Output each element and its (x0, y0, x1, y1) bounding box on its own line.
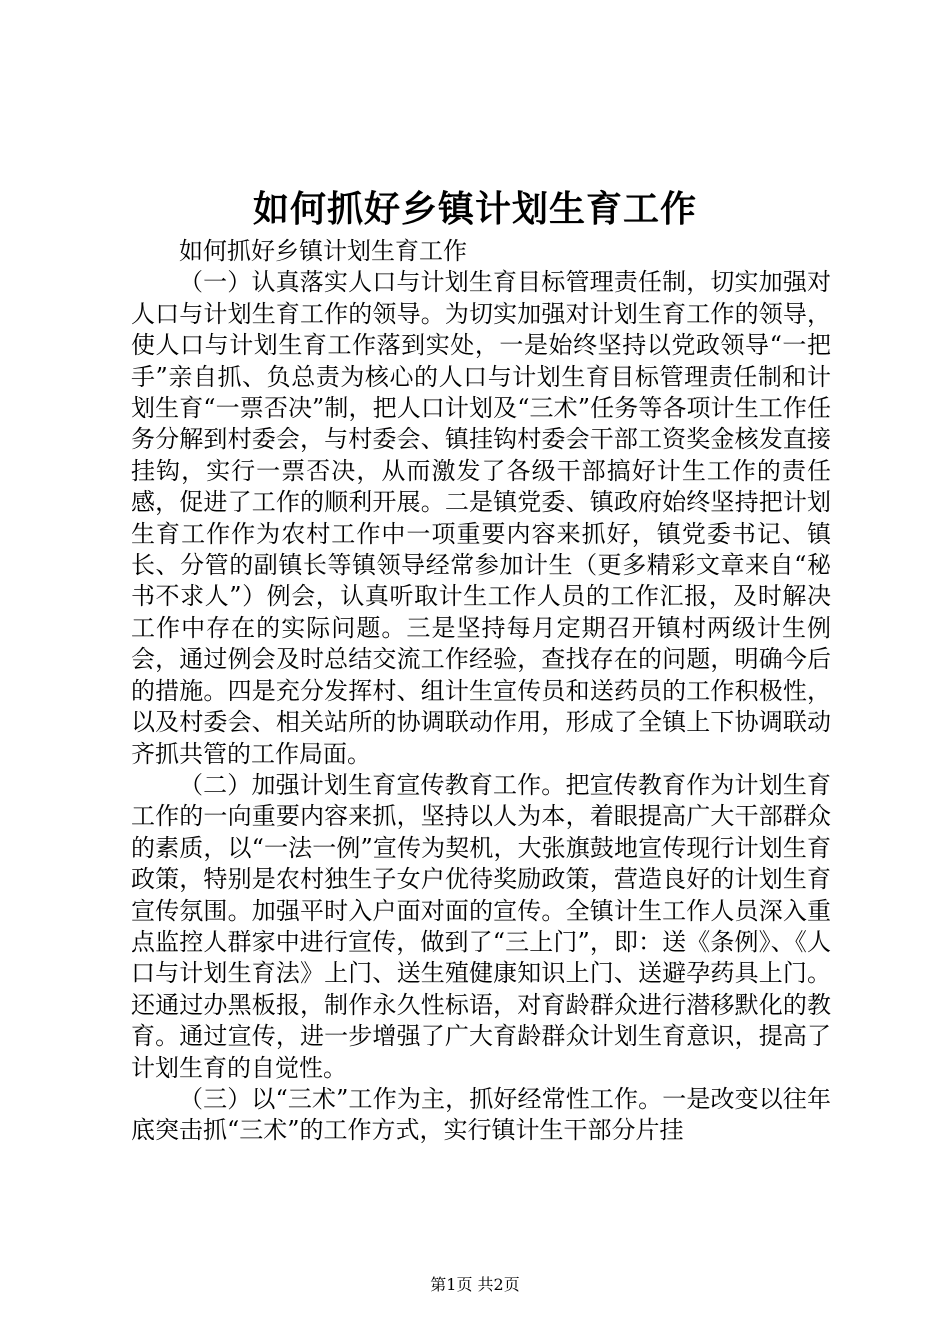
page-footer: 第1页 共2页 (430, 1275, 520, 1294)
paragraph-2: （二）加强计划生育宣传教育工作。把宣传教育作为计划生育工作的一向重要内容来抓，坚持以人为本，着眼提高广大干部群众的素质，以“一法一例”宣传为契机，大张旗鼓地宣传现行计划生育政策，特别是农村独生子女户优待奖励政策，营造良好的计划生育宣传氛围。加强平时入户面对面的宣传。全镇计生工作人员深入重点监控人群家中进行宣传，做到了“三上门”，即：送《条例》、《人口与计划生育法》上门、送生殖健康知识上门、送避孕药具上门。还通过办黑板报，制作永久性标语，对育龄群众进行潜移默化的教育。通过宣传，进一步增强了广大育龄群众计划生育意识，提高了计划生育的自觉性。 (131, 770, 831, 1082)
document-subtitle: 如何抓好乡镇计划生育工作 (179, 237, 467, 265)
paragraph-3: （三）以“三术”工作为主，抓好经常性工作。一是改变以往年底突击抓“三术”的工作方式，实行镇计生干部分片挂 (131, 1084, 831, 1145)
document-body (131, 236, 831, 1147)
paragraph-1: （一）认真落实人口与计划生育目标管理责任制，切实加强对人口与计划生育工作的领导。为切实加强对计划生育工作的领导，使人口与计划生育工作落到实处，一是始终坚持以党政领导“一把手”亲自抓、负总责为核心的人口与计划生育目标管理责任制和计划生育“一票否决”制，把人口计划及“三术”任务等各项计生工作任务分解到村委会，与村委会、镇挂钩村委会干部工资奖金核发直接挂钩，实行一票否决，从而激发了各级干部搞好计生工作的责任感，促进了工作的顺利开展。二是镇党委、镇政府始终坚持把计划生育工作作为农村工作中一项重要内容来抓好，镇党委书记、镇长、分管的副镇长等镇领导经常参加计生（更多精彩文章来自“秘书不求人”）例会，认真听取计生工作人员的工作汇报，及时解决工作中存在的实际问题。三是坚持每月定期召开镇村两级计生例会，通过例会及时总结交流工作经验，查找存在的问题，明确今后的措施。四是充分发挥村、组计生宣传员和送药员的工作积极性，以及村委会、相关站所的协调联动作用，形成了全镇上下协调联动齐抓共管的工作局面。 (131, 268, 831, 768)
document-title: 如何抓好乡镇计划生育工作 (252, 188, 697, 230)
